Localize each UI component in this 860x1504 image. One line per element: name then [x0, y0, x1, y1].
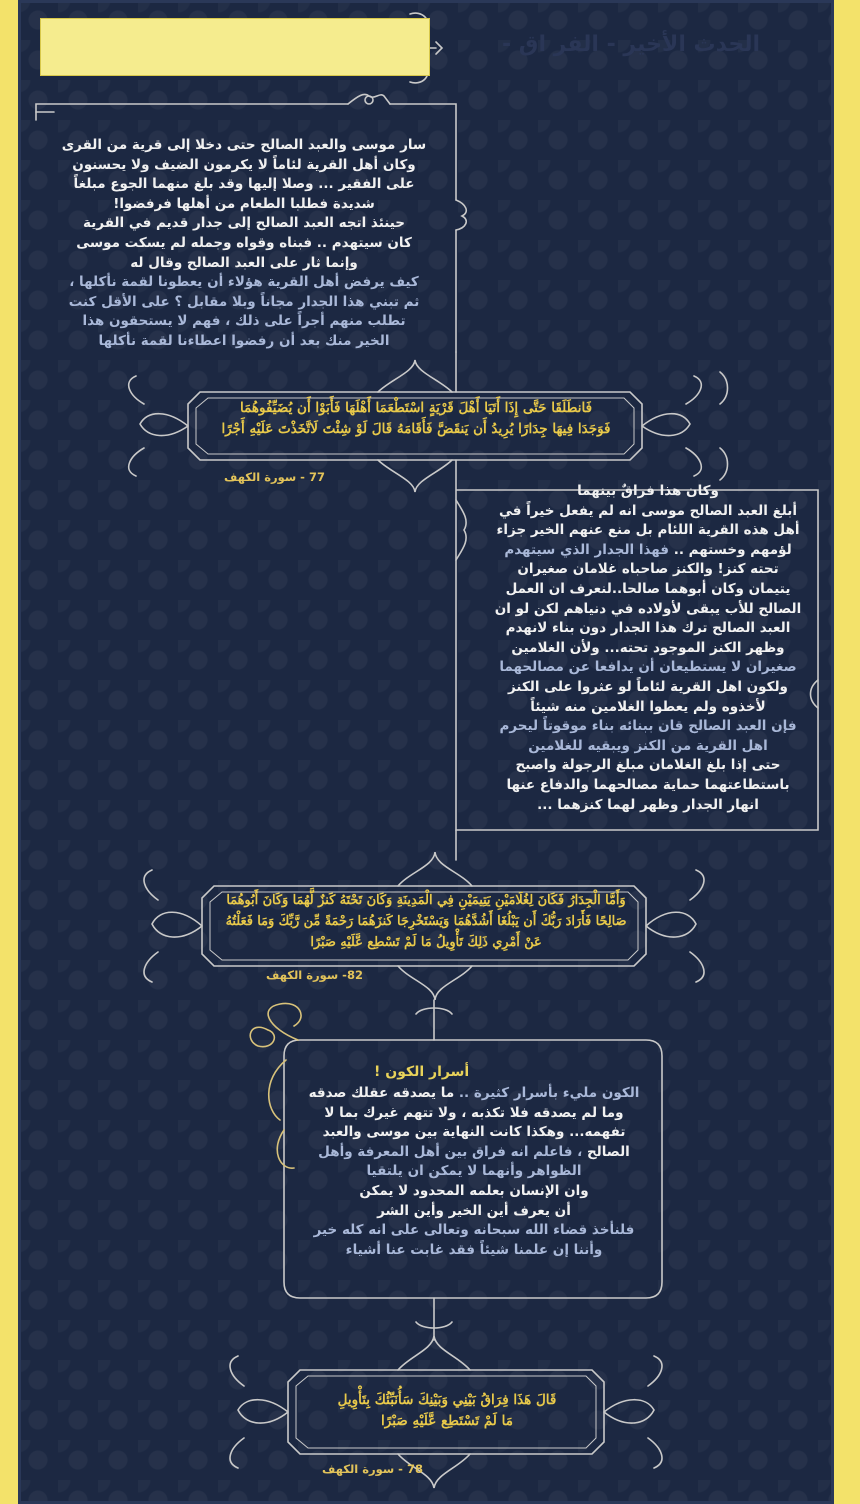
text-inline-highlight: ، فاعلم انه فراق بين أهل المعرفة وأهل [318, 1143, 583, 1160]
quran-verse-3 [308, 1390, 586, 1432]
text-line: اهل القرية من الكنز ويبقيه للغلامين [528, 737, 768, 754]
text-line: وكان أهل القرية لئاماً لا يكرمون الضيف ولا يحسنون [72, 156, 416, 173]
text-line: كيف يرفض أهل القرية هؤلاء أن يعطونا لقمة نأكلها ، [69, 274, 419, 291]
text-line: وظهر الكنز الموجود تحته... ولأن الغلامين [511, 639, 785, 656]
text-line: يتيمان وكان أبوهما صالحا..لنعرف ان العمل [505, 580, 791, 597]
text-line: فلنأخذ قضاء الله سبحانه وتعالى على انه كله خير [313, 1222, 635, 1239]
text-inline-highlight: فهذا الجدار الذي سيتهدم [504, 541, 670, 558]
page-title: الحدث الأخير - الفر اق - [501, 32, 760, 57]
text-line: وما لم يصدقه فلا تكذبه ، ولا تتهم غيرك بما لا [324, 1104, 624, 1121]
text-line: لأخذوه ولم يعطوا الغلامين منه شيئاً [530, 698, 766, 715]
verse-line: فَوَجَدَا فِيهَا جِدَارًا يُرِيدُ أَن يَنقَضَّ فَأَقَامَهُ قَالَ لَوْ شِئْتَ لَاتَّخَذْتَ عَلَيْهِ أَجْرًا [221, 421, 611, 437]
verse-reference: 78 - سورة الكهف [322, 1462, 423, 1476]
text-line: لؤمهم وخستهم .. [673, 541, 792, 558]
text-line: الكون مليء بأسرار كثيرة .. [458, 1085, 640, 1101]
text-line: على الفقير ... وصلا إليها وقد بلغ منهما الجوع مبلغاً [73, 176, 415, 193]
text-line: صغيران لا يستطيعان أن يدافعا عن مصالحهما [499, 659, 797, 676]
text-line: كان سيتهدم .. فبناه وقواه وجمله لم يسكت موسى [76, 234, 412, 251]
story-section-2 [472, 482, 824, 815]
text-line: سار موسى والعبد الصالح حتى دخلا إلى قرية من القرى [61, 137, 427, 153]
text-line: أن يعرف أين الخير وأين الشر [377, 1202, 571, 1219]
verse-line: مَا لَمْ تَسْتَطِع عَّلَيْهِ صَبْرًا [381, 1413, 513, 1429]
text-line: باستطاعتهما حماية مصالحهما والدفاع عنها [506, 776, 790, 793]
side-flourish-icon [456, 200, 466, 230]
text-line: أهل هذه القرية اللئام بل منع عنهم الخير جزاء [496, 522, 800, 539]
quran-verse-1 [206, 398, 626, 440]
text-line: حتى إذا بلغ الغلامان مبلغ الرجولة واصبح [515, 757, 781, 774]
text-line: فإن العبد الصالح قان ببنائه بناء موقوتاً ليحرم [499, 718, 797, 735]
text-line: وأننا إن علمنا شيئاً فقد غابت عنا أشياء [345, 1241, 603, 1258]
text-line: ما يصدقه عقلك صدقه [308, 1085, 455, 1101]
verse-line: صَالِحًا فَأَرَادَ رَبُّكَ أَن يَبْلُغَا أَشُدَّهُمَا وَيَسْتَخْرِجَا كَنزَهُمَا رَحْمَةً مِّن رَّبِّكَ وَمَا فَعَلْتُهُ [225, 914, 627, 929]
verse-reference: 77 - سورة الكهف [224, 470, 325, 484]
text-line: تحته كنز! والكنز صاحباه غلامان صغيران [517, 561, 779, 578]
quran-verse-2 [218, 890, 634, 953]
story-section-3 [294, 1084, 654, 1260]
text-line: شديدة فطلبا الطعام من أهلها فرفضوا! [113, 195, 375, 212]
text-line: أبلغ العبد الصالح موسى انه لم يفعل خيراً في [498, 502, 798, 519]
text-line: الظواهر وأنهما لا يمكن ان يلتقيا [366, 1163, 582, 1180]
verse-line: قَالَ هَذَا فِرَاقُ بَيْنِي وَبَيْنِكَ سَأُنَبِّئُكَ بِتَأْوِيلِ [337, 1392, 557, 1408]
verse-line: فَانطَلَقَا حَتَّى إِذَا أَتَيَا أَهْلَ قَرْيَةٍ اسْتَطْعَمَا أَهْلَهَا فَأَبَوْا أَن يُضَيِّفُوهُمَا [239, 400, 593, 416]
text-line: وان الإنسان بعلمه المحدود لا يمكن [359, 1182, 589, 1199]
verse-line: وَأَمَّا الْجِدَارُ فَكَانَ لِغُلَامَيْنِ يَتِيمَيْنِ فِي الْمَدِينَةِ وَكَانَ تَحْتَهُ كَنزٌ لَّهُمَا وَكَانَ أَبُوهُمَا [226, 893, 626, 908]
text-line: العبد الصالح ترك هذا الجدار دون بناء لانهدم [505, 620, 791, 637]
text-line: تطلب منهم أجراً على ذلك ، فهم لا يستحقون هذا [82, 313, 406, 330]
text-line: وكان هذا فراقٌ بينهما [577, 483, 719, 499]
verse-reference: 82- سورة الكهف [266, 968, 363, 982]
text-line: ولكون اهل القرية لئاماً لو عثروا على الكنز [508, 678, 788, 695]
secrets-title: أسرار الكون ! [374, 1064, 470, 1080]
page-background [18, 0, 834, 1504]
text-line: تفهمه... وهكذا كانت النهاية بين موسى والعبد [322, 1124, 626, 1141]
text-line: ثم تبني هذا الجدار مجاناً وبلا مقابل ؟ على الأقل كنت [68, 293, 420, 310]
text-line: وإنما ثار على العبد الصالح وقال له [130, 254, 358, 271]
title-banner [40, 18, 430, 76]
text-line: انهار الجدار وظهر لهما كنزهما ... [537, 796, 759, 813]
text-line: الصالح للأب يبقى لأولاده في دنياهم لكن لو ان [494, 600, 802, 617]
text-line: الصالح [586, 1143, 630, 1160]
story-section-1 [44, 136, 444, 352]
text-line: الخير منك بعد أن رفضوا اعطاءنا لقمة نأكلها [98, 332, 390, 349]
text-line: حينئذ اتجه العبد الصالح إلى جدار قديم في القرية [83, 215, 405, 232]
verse-line: عَنْ أَمْرِي ذَلِكَ تَأْوِيلُ مَا لَمْ تَسْطِع عَّلَيْهِ صَبْرًا [310, 935, 542, 950]
